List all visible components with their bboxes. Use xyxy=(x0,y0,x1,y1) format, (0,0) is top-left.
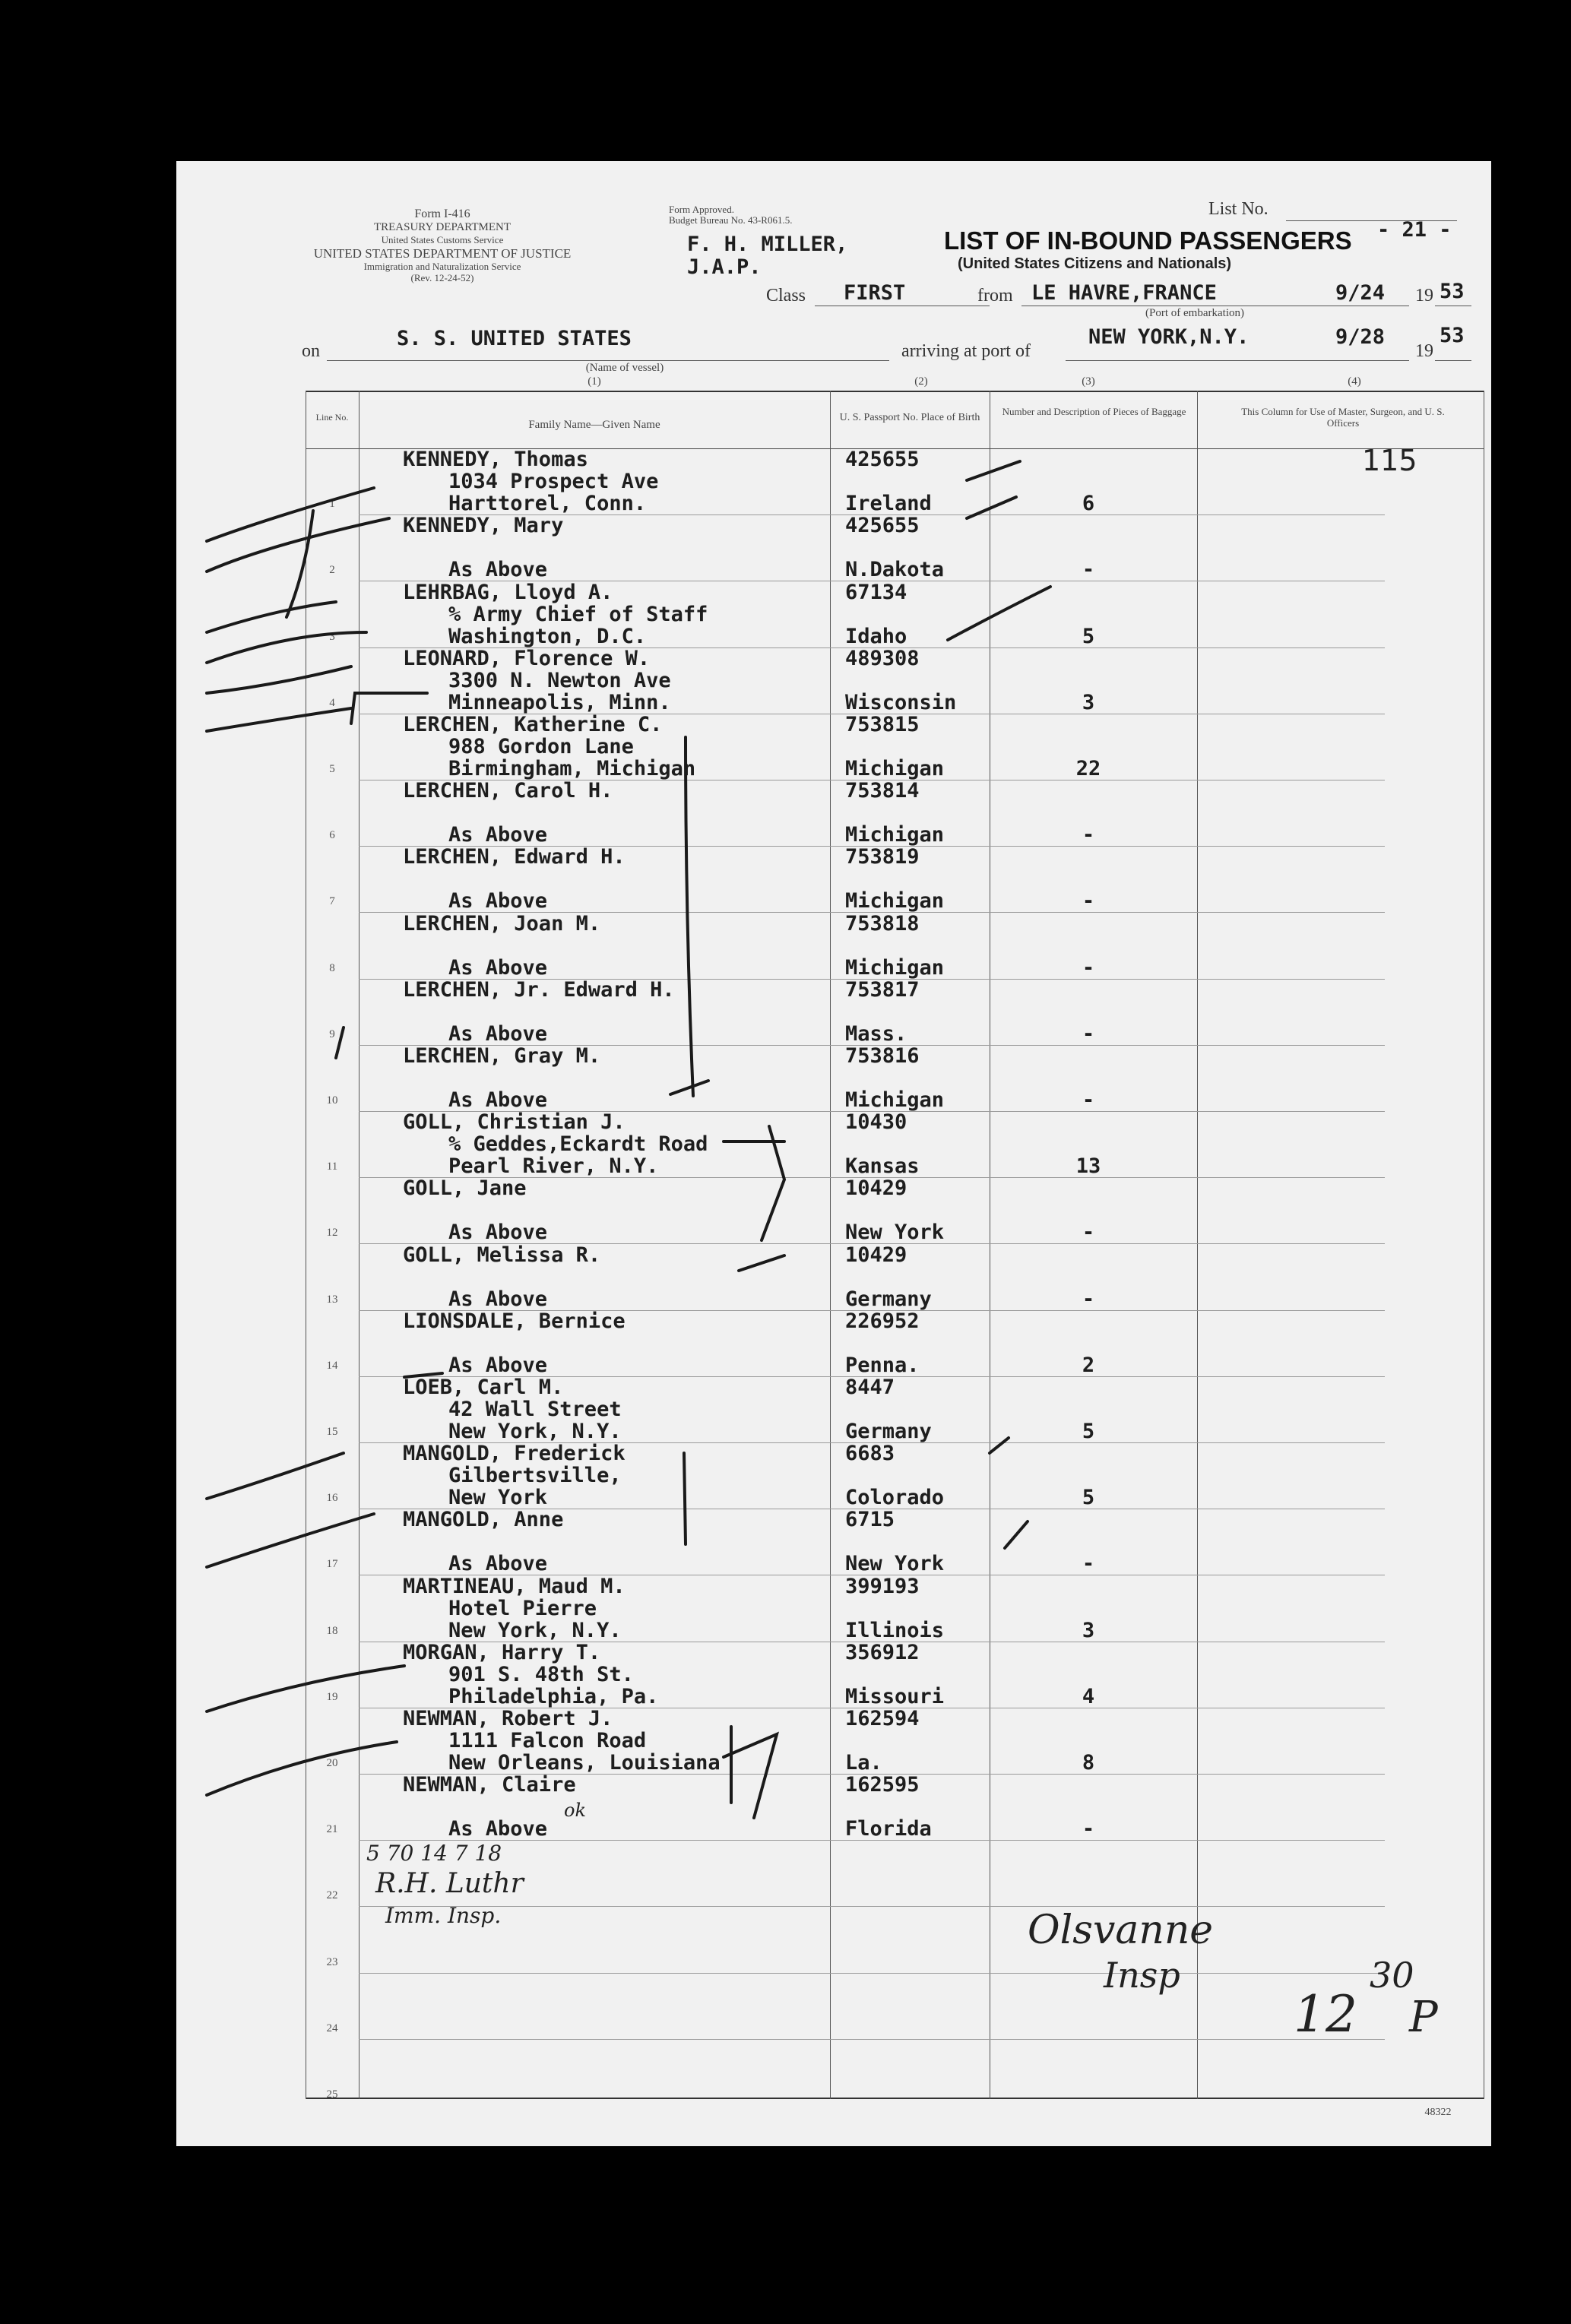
place-of-birth: Florida xyxy=(845,1817,932,1841)
passport-number: 399193 xyxy=(845,1575,920,1598)
col-number-1: (1) xyxy=(588,375,601,388)
passenger-address: Hotel Pierre xyxy=(448,1597,597,1620)
dept-treasury-sub: United States Customs Service xyxy=(381,234,504,245)
passenger-address: 3300 N. Newton Ave xyxy=(448,669,671,692)
manifest-page xyxy=(176,161,1491,2146)
passport-number: 10430 xyxy=(845,1110,907,1134)
passport-number: 8447 xyxy=(845,1376,895,1399)
passport-number: 162594 xyxy=(845,1707,920,1730)
embark-date: 9/24 xyxy=(1335,281,1386,305)
place-of-birth: Michigan xyxy=(845,956,945,980)
passenger-address: % Army Chief of Staff xyxy=(448,603,708,626)
vessel-label: (Name of vessel) xyxy=(585,362,664,374)
passenger-address: As Above xyxy=(448,558,548,581)
place-of-birth: Idaho xyxy=(845,625,907,648)
inspector-right-title: Insp xyxy=(1104,1955,1180,1996)
passenger-name: LERCHEN, Katherine C. xyxy=(403,713,663,736)
passenger-name: GOLL, Christian J. xyxy=(403,1110,626,1134)
baggage-count: - xyxy=(1082,823,1095,847)
passport-number: 162595 xyxy=(845,1773,920,1797)
signer-title: J.A.P. xyxy=(687,255,762,279)
place-of-birth: Colorado xyxy=(845,1486,945,1509)
passport-number: 753818 xyxy=(845,912,920,936)
passenger-name: LIONSDALE, Bernice xyxy=(403,1309,626,1333)
place-of-birth: Illinois xyxy=(845,1619,945,1642)
passenger-address: % Geddes,Eckardt Road xyxy=(448,1132,708,1156)
baggage-count: 5 xyxy=(1082,1420,1095,1443)
baggage-count: 22 xyxy=(1075,757,1101,780)
passenger-address: As Above xyxy=(448,1022,548,1046)
passenger-address: New York, N.Y. xyxy=(448,1420,622,1443)
line-number: 8 xyxy=(329,962,335,974)
line-number: 20 xyxy=(326,1757,338,1769)
line-number: 24 xyxy=(326,2022,338,2034)
passport-number: 356912 xyxy=(845,1641,920,1664)
place-of-birth: Ireland xyxy=(845,492,932,515)
time-ampm: P xyxy=(1409,1993,1438,2042)
list-no-label: List No. xyxy=(1208,199,1269,219)
line-number: 3 xyxy=(329,631,335,643)
passenger-name: LERCHEN, Joan M. xyxy=(403,912,601,936)
passport-number: 753814 xyxy=(845,779,920,803)
baggage-count: 6 xyxy=(1082,492,1095,515)
page-subtitle: (United States Citizens and Nationals) xyxy=(958,255,1232,272)
baggage-count: - xyxy=(1082,1088,1095,1112)
line-number: 23 xyxy=(326,1956,338,1968)
place-of-birth: N.Dakota xyxy=(845,558,945,581)
embark-year-prefix: 19 xyxy=(1415,286,1433,306)
arrival-date: 9/28 xyxy=(1335,325,1386,349)
passenger-address: As Above xyxy=(448,889,548,913)
line-number: 17 xyxy=(326,1558,338,1570)
baggage-count: 5 xyxy=(1082,625,1095,648)
signer-name: F. H. MILLER, xyxy=(687,233,848,256)
place-of-birth: Michigan xyxy=(845,1088,945,1112)
passport-number: 10429 xyxy=(845,1243,907,1267)
passenger-name: LEHRBAG, Lloyd A. xyxy=(403,581,613,604)
passenger-address: Pearl River, N.Y. xyxy=(448,1154,659,1178)
place-of-birth: Michigan xyxy=(845,823,945,847)
passenger-address: 988 Gordon Lane xyxy=(448,735,634,758)
passenger-address: 42 Wall Street xyxy=(448,1398,622,1421)
line-number: 14 xyxy=(326,1360,338,1372)
inspector-left-title: Imm. Insp. xyxy=(385,1903,502,1928)
passenger-address: Gilbertsville, xyxy=(448,1464,622,1487)
page-title: LIST OF IN-BOUND PASSENGERS xyxy=(944,226,1352,255)
from-label: from xyxy=(977,286,1013,306)
baggage-count: 2 xyxy=(1082,1354,1095,1377)
baggage-count: - xyxy=(1082,1817,1095,1841)
col-header-officers: This Column for Use of Master, Surgeon, and U. S. Officers xyxy=(1241,406,1445,429)
embark-port: LE HAVRE,FRANCE xyxy=(1031,281,1217,305)
passenger-name: KENNEDY, Mary xyxy=(403,514,564,537)
passport-number: 425655 xyxy=(845,514,920,537)
passenger-address: 1034 Prospect Ave xyxy=(448,470,659,493)
line-number: 10 xyxy=(326,1094,338,1107)
line-number: 2 xyxy=(329,564,335,576)
passenger-address: Harttorel, Conn. xyxy=(448,492,647,515)
col-number-2: (2) xyxy=(914,375,928,388)
passport-number: 753819 xyxy=(845,845,920,869)
line-number: 22 xyxy=(326,1889,338,1901)
line-number: 11 xyxy=(326,1160,338,1173)
small-note: ok xyxy=(564,1800,586,1821)
place-of-birth: Germany xyxy=(845,1420,932,1443)
passenger-address: As Above xyxy=(448,1287,548,1311)
passenger-address: Washington, D.C. xyxy=(448,625,647,648)
arrival-port: NEW YORK,N.Y. xyxy=(1088,325,1250,349)
passenger-address: 901 S. 48th St. xyxy=(448,1663,634,1686)
passenger-address: Minneapolis, Minn. xyxy=(448,691,671,714)
passport-number: 67134 xyxy=(845,581,907,604)
port-embark-label: (Port of embarkation) xyxy=(1145,307,1244,319)
baggage-count: - xyxy=(1082,1287,1095,1311)
passport-number: 489308 xyxy=(845,647,920,670)
col-header-name: Family Name—Given Name xyxy=(528,419,660,431)
passenger-name: LERCHEN, Edward H. xyxy=(403,845,626,869)
baggage-count: - xyxy=(1082,956,1095,980)
passport-number: 226952 xyxy=(845,1309,920,1333)
passenger-name: MORGAN, Harry T. xyxy=(403,1641,601,1664)
line-number: 6 xyxy=(329,829,335,841)
passenger-name: LERCHEN, Carol H. xyxy=(403,779,613,803)
passenger-address: 1111 Falcon Road xyxy=(448,1729,647,1752)
line-number: 1 xyxy=(329,498,335,510)
place-of-birth: Missouri xyxy=(845,1685,945,1708)
passenger-address: As Above xyxy=(448,1354,548,1377)
line-number: 9 xyxy=(329,1028,335,1040)
line-number: 4 xyxy=(329,697,335,709)
col-number-3: (3) xyxy=(1082,375,1095,388)
passenger-address: As Above xyxy=(448,1552,548,1575)
line-number: 12 xyxy=(326,1227,338,1239)
passenger-address: Philadelphia, Pa. xyxy=(448,1685,659,1708)
form-footer-number: 48322 xyxy=(1424,2107,1452,2118)
place-of-birth: New York xyxy=(845,1552,945,1575)
form-number: Form I-416 xyxy=(414,207,470,220)
place-of-birth: Michigan xyxy=(845,757,945,780)
inspector-left-signature: R.H. Luthr xyxy=(375,1868,524,1899)
baggage-count: 8 xyxy=(1082,1751,1095,1775)
dept-justice-sub: Immigration and Naturalization Service xyxy=(363,261,521,272)
place-of-birth: Kansas xyxy=(845,1154,920,1178)
passenger-address: As Above xyxy=(448,1817,548,1841)
place-of-birth: Michigan xyxy=(845,889,945,913)
class-value: FIRST xyxy=(844,281,906,305)
baggage-count: 4 xyxy=(1082,1685,1095,1708)
col-header-passport: U. S. Passport No. Place of Birth xyxy=(839,412,980,423)
passenger-address: New York xyxy=(448,1486,548,1509)
dept-treasury: TREASURY DEPARTMENT xyxy=(373,221,512,233)
passenger-name: KENNEDY, Thomas xyxy=(403,448,588,471)
arrival-year-prefix: 19 xyxy=(1415,341,1433,361)
passenger-address: New York, N.Y. xyxy=(448,1619,622,1642)
passenger-address: As Above xyxy=(448,1221,548,1244)
passport-number: 753815 xyxy=(845,713,920,736)
passenger-address: As Above xyxy=(448,1088,548,1112)
passport-number: 6683 xyxy=(845,1442,895,1465)
line-number: 25 xyxy=(326,2088,338,2101)
col-header-line-no: Line No. xyxy=(315,412,349,423)
col-header-baggage: Number and Description of Pieces of Baggage xyxy=(1002,406,1186,417)
place-of-birth: Germany xyxy=(845,1287,932,1311)
baggage-count: - xyxy=(1082,1022,1095,1046)
line-number: 16 xyxy=(326,1492,338,1504)
line-number: 5 xyxy=(329,763,335,775)
passport-number: 6715 xyxy=(845,1508,895,1531)
baggage-count: 3 xyxy=(1082,1619,1095,1642)
line-number: 19 xyxy=(326,1691,338,1703)
dept-justice: UNITED STATES DEPARTMENT OF JUSTICE xyxy=(313,246,572,261)
inspector-left-numbers: 5 70 14 7 18 xyxy=(366,1841,502,1866)
passenger-name: NEWMAN, Claire xyxy=(403,1773,576,1797)
passport-number: 425655 xyxy=(845,448,920,471)
baggage-count: - xyxy=(1082,1552,1095,1575)
place-of-birth: Mass. xyxy=(845,1022,907,1046)
baggage-count: - xyxy=(1082,889,1095,913)
class-label: Class xyxy=(766,286,806,306)
baggage-count: 5 xyxy=(1082,1486,1095,1509)
passenger-name: LEONARD, Florence W. xyxy=(403,647,651,670)
passenger-name: LOEB, Carl M. xyxy=(403,1376,564,1399)
pen-check-marks xyxy=(176,161,1491,2146)
passenger-name: MANGOLD, Frederick xyxy=(403,1442,626,1465)
baggage-count: - xyxy=(1082,1221,1095,1244)
form-approved: Form Approved. xyxy=(669,204,734,215)
time-hour: 12 xyxy=(1294,1985,1357,2044)
vessel-name: S. S. UNITED STATES xyxy=(397,327,632,350)
line-number: 13 xyxy=(326,1293,338,1306)
embark-year: 53 xyxy=(1440,280,1465,303)
time-minutes: 30 xyxy=(1370,1955,1414,1996)
passenger-name: LERCHEN, Gray M. xyxy=(403,1044,601,1068)
passenger-name: NEWMAN, Robert J. xyxy=(403,1707,613,1730)
place-of-birth: La. xyxy=(845,1751,882,1775)
budget-bureau: Budget Bureau No. 43-R061.5. xyxy=(669,214,793,226)
place-of-birth: New York xyxy=(845,1221,945,1244)
line-number: 21 xyxy=(326,1823,338,1835)
list-number: - 21 - xyxy=(1377,218,1452,242)
passenger-address: As Above xyxy=(448,956,548,980)
passenger-address: New Orleans, Louisiana xyxy=(448,1751,721,1775)
baggage-count: - xyxy=(1082,558,1095,581)
passport-number: 753816 xyxy=(845,1044,920,1068)
arrival-year: 53 xyxy=(1440,324,1465,347)
arriving-label: arriving at port of xyxy=(901,341,1031,361)
passenger-name: MARTINEAU, Maud M. xyxy=(403,1575,626,1598)
on-label: on xyxy=(302,341,320,361)
place-of-birth: Penna. xyxy=(845,1354,920,1377)
line-number: 15 xyxy=(326,1426,338,1438)
baggage-count: 13 xyxy=(1075,1154,1101,1178)
col-number-4: (4) xyxy=(1348,375,1361,388)
passport-number: 753817 xyxy=(845,978,920,1002)
passenger-name: LERCHEN, Jr. Edward H. xyxy=(403,978,675,1002)
form-revision: (Rev. 12-24-52) xyxy=(410,272,474,283)
passenger-name: MANGOLD, Anne xyxy=(403,1508,564,1531)
passport-number: 10429 xyxy=(845,1176,907,1200)
passenger-address: Birmingham, Michigan xyxy=(448,757,696,780)
passenger-name: GOLL, Melissa R. xyxy=(403,1243,601,1267)
officer-count: 115 xyxy=(1362,444,1417,477)
baggage-count: 3 xyxy=(1082,691,1095,714)
inspector-right-signature: Olsvanne xyxy=(1028,1908,1214,1953)
passenger-address: As Above xyxy=(448,823,548,847)
place-of-birth: Wisconsin xyxy=(845,691,957,714)
line-number: 18 xyxy=(326,1625,338,1637)
passenger-name: GOLL, Jane xyxy=(403,1176,527,1200)
line-number: 7 xyxy=(329,895,335,907)
